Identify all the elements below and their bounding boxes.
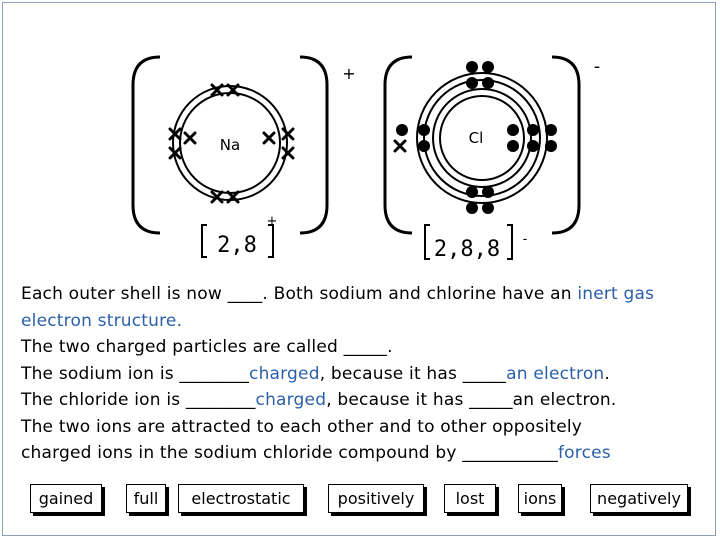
line-7-text: charged ions in the sodium chloride compound by ___________ [21,443,558,463]
word-card-full[interactable]: full [126,484,166,513]
paragraph-line-3 [21,334,711,361]
line-4-answer-2: an electron [506,363,605,384]
line-1-text: Each outer shell is now ____. Both sodium and chlorine have an [21,284,578,304]
paragraph-line-2 [21,308,711,335]
chlorine-ion-charge: - [593,56,601,77]
fill-in-paragraph [21,281,711,467]
sodium-config-charge: + [266,214,278,229]
line-3-text: The two charged particles are called _____. [21,337,393,357]
word-card-gained[interactable]: gained [30,484,102,513]
line-4-end: . [604,363,611,384]
chlorine-config: 2,8,8 [433,237,501,262]
word-card-positively[interactable]: positively [328,484,424,513]
word-card-lost[interactable]: lost [444,484,496,513]
line-7-answer: forces [557,443,611,463]
line-2-answer: electron structure. [21,310,183,331]
paragraph-line-1 [21,281,711,308]
chlorine-symbol: Cl [468,129,484,147]
chlorine-config-charge: - [522,232,528,247]
paragraph-line-6 [21,414,711,441]
word-card-ions[interactable]: ions [518,484,562,513]
chlorine-gained-electron-cross [395,141,405,151]
line-5-answer: charged [255,390,327,410]
word-card-negatively[interactable]: negatively [590,484,688,513]
line-4-middle: , because it has _____ [319,363,507,384]
sodium-config: 2,8 [217,233,257,258]
paragraph-line-5 [21,387,711,414]
line-1-answer: inert gas [577,284,655,304]
line-4-answer-1: charged [249,363,320,384]
line-5-rest: , because it has _____an electron. [326,390,617,410]
sodium-ion-charge: + [342,64,356,83]
line-6-text: The two ions are attracted to each other and to other oppositely [21,416,583,437]
line-5-text: The chloride ion is ________ [21,390,256,410]
paragraph-line-7 [21,440,711,467]
paragraph-line-4 [21,361,711,388]
word-card-electrostatic[interactable]: electrostatic [178,484,304,513]
line-4-text: The sodium ion is ________ [21,363,250,384]
sodium-symbol: Na [219,136,241,154]
